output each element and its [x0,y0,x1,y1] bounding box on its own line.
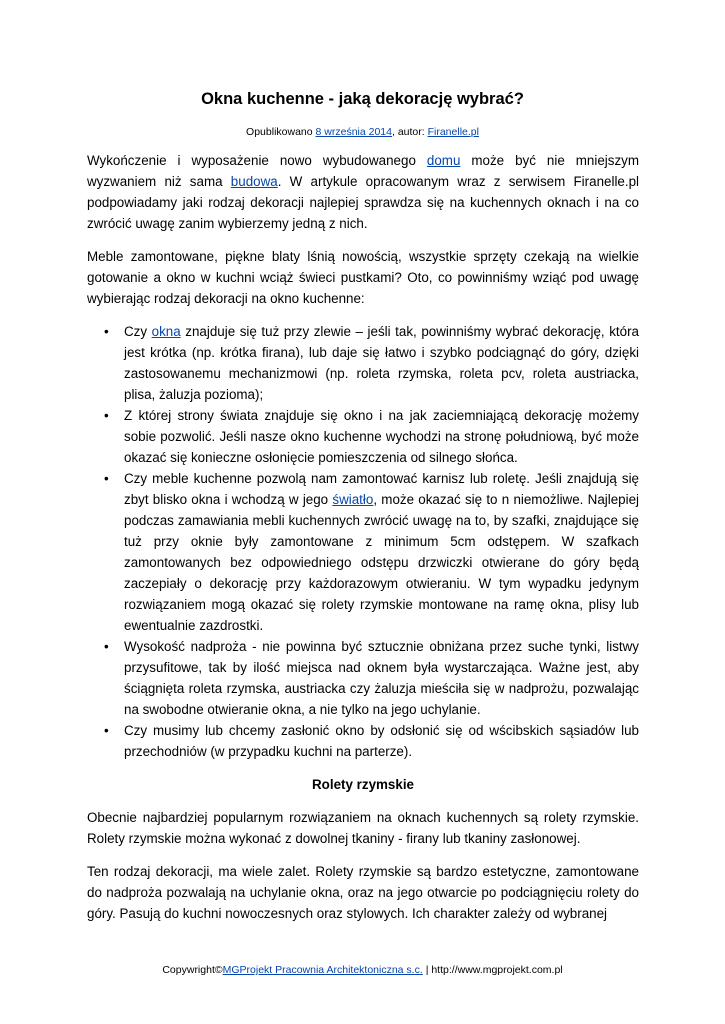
text: Z której strony świata znajduje się okno i na jak zaciemniającą dekorację możemy sobie pozwolić. Jeśli nasze okno kuchenne wychodzi na stronę południową, być może okazać się konieczne osłonięcie pomieszczenia od silnego słońca. [124,408,639,465]
link-domu[interactable]: domu [426,153,461,168]
bullet-icon: • [104,723,109,738]
bullet-icon: • [104,639,109,654]
paragraph-3: Obecnie najbardziej popularnym rozwiązaniem na oknach kuchennych są rolety rzymskie. Rolety rzymskie można wykonać z dowolnej tkaniny - firany lub tkaniny zasłonowej. [87,810,639,846]
author-link[interactable]: Firanelle.pl [427,126,479,138]
list-item [87,636,639,720]
text: Czy [124,324,152,339]
considerations-list [87,321,639,762]
link-budowa[interactable]: budowa [230,174,278,189]
text: Wysokość nadproża - nie powinna być sztucznie obniżana przez suche tynki, listwy przysufitowe, tak by ilość miejsca nad oknem była wystarczająca. Ważne jest, aby ściągnięta roleta rzymska, austriacka czy żaluzja mieściła się w nadprożu, pozwalając na swobodne otwieranie okna, a nie tylko na jego uchylanie. [124,639,639,717]
section-heading: Rolety rzymskie [312,777,414,792]
link-okna[interactable]: okna [151,324,181,339]
text: może być nie mniejszym wyzwaniem niż sama [87,153,640,189]
text: , może okazać się to n niemożliwe. Najlepiej podczas zamawiania mebli kuchennych zwrócić uwagę na to, by szafki, znajdujące się tuż przy oknie były zamontowane z minimum 5cm odstępem. W szafkach zamontowanych bez odpowiedniego odstępu drzwiczki otwierane do góry będą zaczepiały o dekorację przy każdorazowym otwieraniu. W tym wypadku jedynym rozwiązaniem mogą okazać się rolety rzymskie montowane na ramę okna, plisy lub ewentualnie zazdrostki. [124,492,640,633]
link-swiatlo[interactable]: światło [332,492,374,507]
text: Czy musimy lub chcemy zasłonić okno by odsłonić się od wścibskich sąsiadów lub przechodniów (w przypadku kuchni na parterze). [124,723,639,759]
footer-url: | http://www.mgprojekt.com.pl [422,964,563,976]
paragraph-4: Ten rodzaj dekoracji, ma wiele zalet. Rolety rzymskie są bardzo estetyczne, zamontowane do nadproża pozwalają na uchylanie okna, oraz na jego otwarcie po podciągnięciu rolety do góry. Pasują do kuchni nowoczesnych oraz stylowych. Ich charakter zależy od wybranej [87,864,639,921]
article-meta [0,126,725,138]
text: . W artykule opracowanym wraz z serwisem Firanelle.pl podpowiadamy jaki rodzaj dekoracji najlepiej sprawdza się na kuchennych oknach i na co zwrócić uwagę zanim wybierzemy jedną z nich. [87,174,640,231]
bullet-icon: • [104,408,109,423]
paragraph-2: Meble zamontowane, piękne blaty lśnią nowością, wszystkie sprzęty czekają na wielkie gotowanie a okno w kuchni wciąż świeci pustkami? Oto, co powinniśmy wziąć pod uwagę wybierając rodzaj dekoracji na okno kuchenne: [87,249,639,306]
bullet-icon: • [104,324,109,339]
copyright-label: Copywright© [162,964,223,976]
article-body [87,150,639,936]
company-link[interactable]: MGProjekt Pracownia Architektoniczna s.c. [222,964,423,976]
text: Czy meble kuchenne pozwolą nam zamontować karnisz lub roletę. Jeśli znajdują się zbyt blisko okna i wchodzą w jego [124,471,639,507]
published-label: Opublikowano [246,126,316,138]
list-item [87,720,639,762]
text: znajduje się tuż przy zlewie – jeśli tak, powinniśmy wybrać dekorację, która jest krótka (np. krótka firana), lub daje się łatwo i szybko podciągnąć do góry, dzięki zastosowanemu mechanizmowi (np. roleta rzymska, roleta pcv, roleta austriacka, plisa, żaluzja pozioma); [124,324,639,402]
date-link[interactable]: 8 września 2014 [315,126,392,138]
paragraph-intro [87,150,639,234]
page-footer [0,964,725,976]
text: Wykończenie i wyposażenie nowo wybudowanego [87,153,427,168]
article-title: Okna kuchenne - jaką dekorację wybrać? [201,90,524,108]
bullet-icon: • [104,471,109,486]
list-item [87,405,639,468]
list-item [87,321,639,405]
author-label: , autor: [391,126,428,138]
list-item [87,468,639,636]
